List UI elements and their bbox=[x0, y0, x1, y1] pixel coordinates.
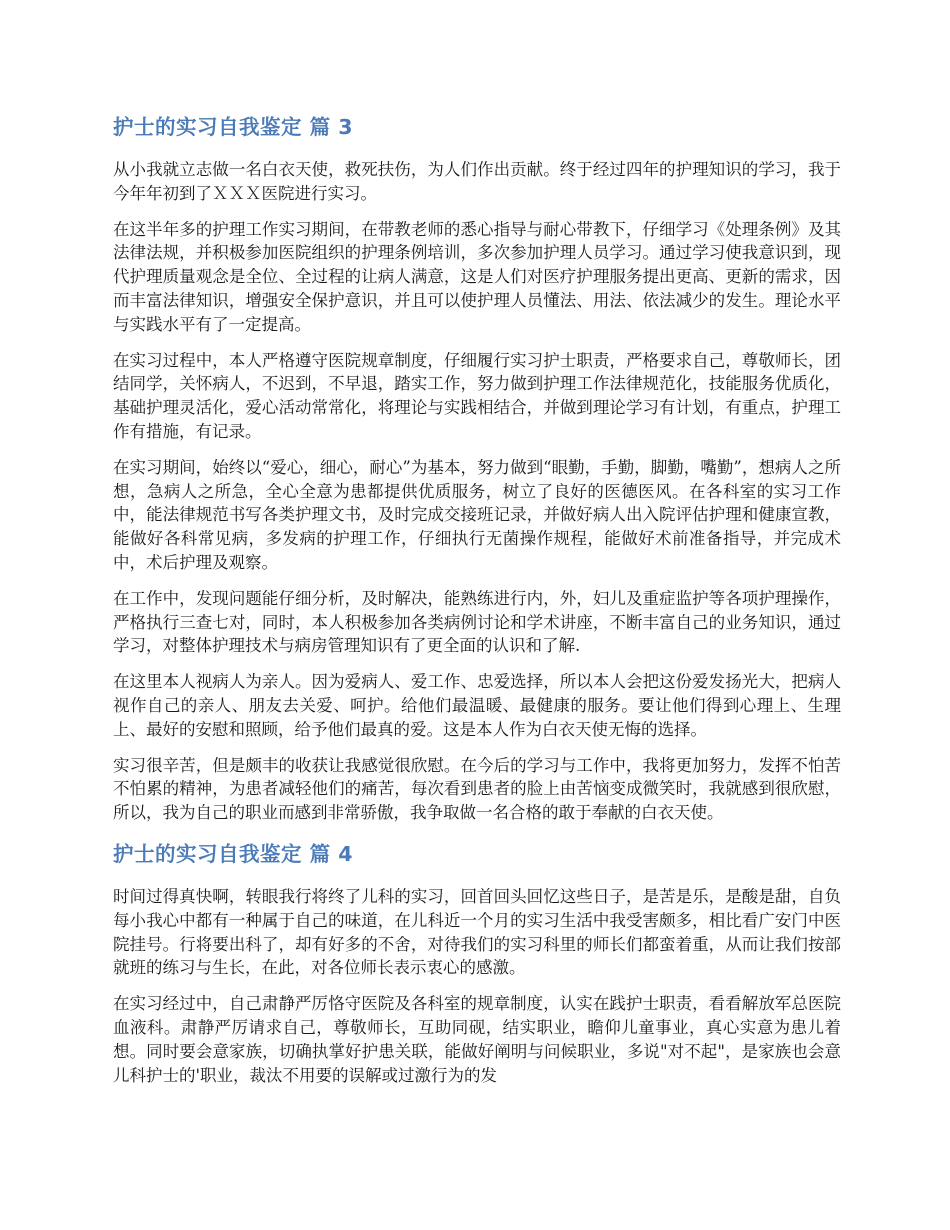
paragraph: 在实习过程中，本人严格遵守医院规章制度，仔细履行实习护士职责，严格要求自己，尊敬师长，团结同学，关怀病人，不迟到，不早退，踏实工作，努力做到护理工作法律规范化，技能服务优质化，基础护理灵活化，爱心活动常常化，将理论与实践相结合，并做到理论学习有计划，有重点，护理工作有措施，有记录。 bbox=[113, 350, 841, 441]
paragraph: 在实习期间，始终以“爱心，细心，耐心”为基本，努力做到“眼勤，手勤，脚勤，嘴勤”，想病人之所想，急病人之所急，全心全意为患都提供优质服务，树立了良好的医德医风。在各科室的实习工作中，能法律规范书写各类护理文书，及时完成交接班记录，并做好病人出入院评估护理和健康宣教，能做好各科常见病，多发病的护理工作，仔细执行无菌操作规程，能做好术前准备指导，并完成术中，术后护理及观察。 bbox=[113, 457, 841, 572]
section-title-3: 护士的实习自我鉴定 篇 3 bbox=[113, 115, 354, 139]
paragraph: 在工作中，发现问题能仔细分析，及时解决，能熟练进行内，外，妇儿及重症监护等各项护理操作，严格执行三查七对，同时，本人积极参加各类病例讨论和学术讲座，不断丰富自己的业务知识，通过学习，对整体护理技术与病房管理知识有了更全面的认识和了解. bbox=[113, 588, 841, 656]
paragraph: 从小我就立志做一名白衣天使，救死扶伤，为人们作出贡献。终于经过四年的护理知识的学习，我于今年年初到了ＸＸＸ医院进行实习。 bbox=[113, 160, 841, 203]
paragraph: 在实习经过中，自己肃静严厉恪守医院及各科室的规章制度，认实在践护士职责，看看解放军总医院血液科。肃静严厉请求自己，尊敬师长，互助同砚，结实职业，瞻仰儿童事业，真心实意为患儿着想。同时要会意家族，切确执掌好护患关联，能做好阐明与问候职业，多说"对不起"，是家族也会意儿科护士的'职业，裁汰不用要的误解或过激行为的发 bbox=[113, 994, 841, 1085]
document-page bbox=[113, 112, 841, 1099]
paragraph: 时间过得真快啊，转眼我行将终了儿科的实习，回首回头回忆这些日子，是苦是乐，是酸是甜，自负每小我心中都有一种属于自己的味道，在儿科近一个月的实习生活中我受害颇多，相比看广安门中医院挂号。行将要出科了，却有好多的不舍，对待我们的实习科里的师长们都蛮着重，从而让我们按部就班的练习与生长，在此，对各位师长表示衷心的感激。 bbox=[113, 886, 841, 978]
paragraph: 在这里本人视病人为亲人。因为爱病人、爱工作、忠爱选择，所以本人会把这份爱发扬光大，把病人视作自己的亲人、朋友去关爱、呵护。给他们最温暖、最健康的服务。要让他们得到心理上、生理上、最好的安慰和照顾，给予他们最真的爱。这是本人作为白衣天使无悔的选择。 bbox=[113, 672, 841, 739]
section-title-4: 护士的实习自我鉴定 篇 4 bbox=[113, 841, 354, 866]
paragraph: 在这半年多的护理工作实习期间，在带教老师的悉心指导与耐心带教下，仔细学习《处理条例》及其法律法规，并积极参加医院组织的护理条例培训，多次参加护理人员学习。通过学习使我意识到，现代护理质量观念是全位、全过程的让病人满意，这是人们对医疗护理服务提出更高、更新的需求，因而丰富法律知识，增强安全保护意识，并且可以使护理人员懂法、用法、依法减少的发生。理论水平与实践水平有了一定提高。 bbox=[113, 219, 841, 334]
paragraph: 实习很辛苦，但是颇丰的收获让我感觉很欣慰。在今后的学习与工作中，我将更加努力，发挥不怕苦不怕累的精神，为患者减轻他们的痛苦，每次看到患者的脸上由苦恼变成微笑时，我就感到很欣慰，所以，我为自己的职业而感到非常骄傲，我争取做一名合格的敢于奉献的白衣天使。 bbox=[113, 755, 841, 823]
